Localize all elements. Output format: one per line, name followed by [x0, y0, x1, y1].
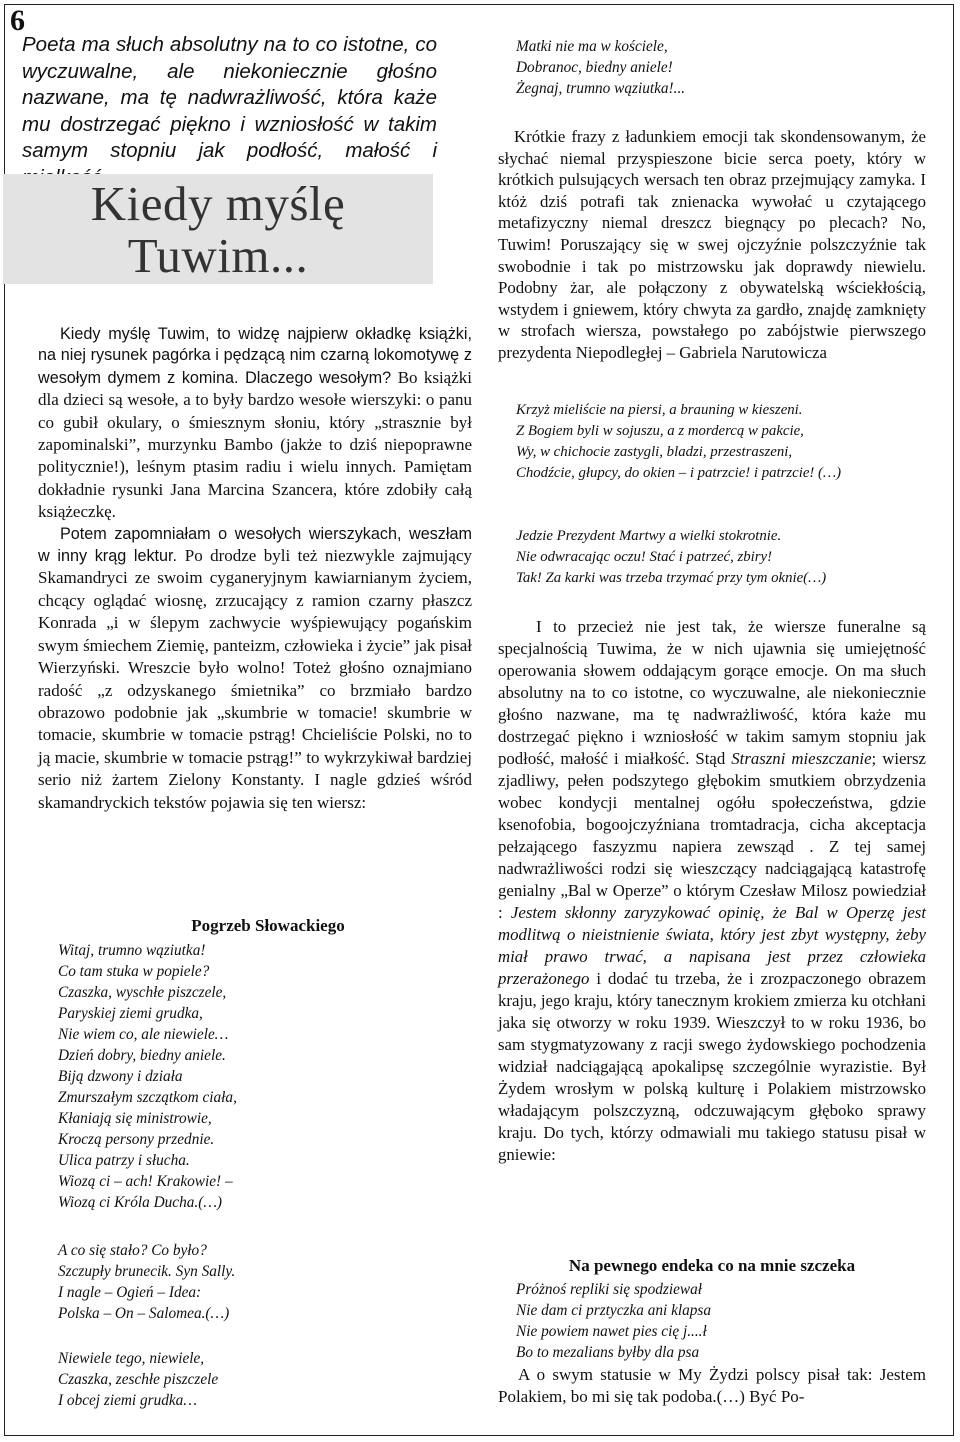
lead-paragraph: Poeta ma słuch absolutny na to co istotne, co wyczuwalne, ale niekoniecznie głośno nazwane, ma tę nadwrażliwość, która każe mu dostrzegać piękno i wzniosłość w takim samym stopniu jak podłość, małość i — [22, 33, 437, 162]
poem-line: Czaszka, wyschłe piszczele, — [58, 984, 227, 1001]
right-paragraph-2a: I to przecież nie jest tak, że wiersze funeralne są specjalnością Tuwima, że w nich ujawnia się umiejętność operowania słowem oddającym gorące emocje. On ma słuch absolutny na to co istotne, co wyczuwalne, ale niekoniecznie głośno nazwane, ma tę nadwrażliwość, która każe mu dostrzegać piękno i wzniosłość w takim samym stopniu jak podłość, małość i miałkość. Stąd — [498, 617, 926, 768]
left-poem-stanza-1 — [58, 940, 458, 1213]
poem-line: Nie dam ci prztyczka ani klapsa — [516, 1302, 712, 1319]
poem-line: I obcej ziemi grudka… — [58, 1392, 197, 1409]
poem-line: Matki nie ma w kościele, — [516, 38, 668, 55]
article-title-line2: Tuwim... — [127, 228, 309, 283]
poem-line: Szczupły brunecik. Syn Sally. — [58, 1263, 236, 1280]
poem-line: Wiozą ci – ach! Krakowie! – — [58, 1173, 233, 1190]
right-paragraph-3: A o swym statusie w My Żydzi polscy pisał tak: Jestem Polakiem, bo mi się tak podoba.(…) Być Po- — [498, 1365, 926, 1406]
poem-line: Dzień dobry, biedny aniele. — [58, 1047, 226, 1064]
right-poem-stanza-0 — [516, 36, 916, 99]
left-paragraph-1c: Pamiętam dokładnie rysunki Jana Marcina Szancera, które zdobiły całą książeczkę. — [38, 457, 472, 522]
left-paragraph-1a: Kiedy myślę Tuwim, to widzę najpierw okładkę książki, na niej rysunek pagórka i pędzącą nim czarną lokomotywę z wesołym dymem z komina. Dlaczego wesołym? — [38, 325, 472, 387]
right-paragraph-2 — [498, 616, 926, 1166]
poem-line: Niewiele tego, niewiele, — [58, 1350, 205, 1367]
poem-line: Zmurszałym szczątkom ciała, — [58, 1089, 237, 1106]
left-poem-stanza-3 — [58, 1348, 458, 1411]
right-paragraph-2b: ; wiersz zjadliwy, pełen podszytego głębokim smutkiem obrzydzenia wobec kondycji mentalnej ogółu społeczeństwa, gdzie ksenofobia, bogoojczyźniana tromtadracja, cicha akceptacja pełzającego faszyzmu napiera zewsząd . Z tej samej nadwrażliwości rodzi się wieszczący nadciągającą katastrofę genialny „Bal w Operze” o którym Czesław Milosz powiedział : — [498, 749, 927, 922]
page-number: 6 — [10, 4, 25, 37]
poem-line: Chodźcie, głupcy, do okien – i patrzcie! i patrzcie! (…) — [516, 465, 842, 481]
poem-line: I nagle – Ogień – Idea: — [58, 1284, 202, 1301]
left-paragraph-1 — [38, 324, 472, 524]
left-paragraph-2b: Po drodze byli też niezwykle zajmujący Skamandryci ze swoim cyganeryjnym kawiarnianym życiem, chcący oglądać wiosnę, zrzucający z ramion czarny płaszcz Konrada „i w ślepym zachwycie wyśpiewujący pogańskim swym śmiechem Ziemię, panteizm, człowieka i życie” jak pisał Wierzyński. Wreszcie było wolno! Toteż głośno oznajmiano radość „z odzyskanego śmietnika” co brzmiało bardzo obrazowo podobnie jak „skumbrie w tomacie! skumbrie w tomacie, skumbrie w tomacie pstrąg! Chcieliście Polski, no to ją macie, skumbrie w tomacie pstrąg!” to wykrzykiwał bardziej serio niż żartem Zielony Konstanty. I nagle gdzieś wśród skamandryckich tekstów pojawia się ten wiersz: — [38, 546, 472, 812]
poem-line: Z Bogiem byli w sojuszu, a z mordercą w pakcie, — [516, 423, 804, 439]
left-poem-title: Pogrzeb Słowackiego — [191, 916, 345, 935]
right-poem-stanza-3 — [516, 1279, 916, 1363]
poem-line: A co się stało? Co było? — [58, 1242, 207, 1259]
poem-line: Kroczą persony przednie. — [58, 1131, 215, 1148]
right-poem-title: Na pewnego endeka co na mnie szczeka — [568, 1256, 856, 1275]
poem-line: Wiozą ci Króla Ducha.(…) — [58, 1194, 223, 1211]
left-body — [38, 324, 472, 814]
poem-line: Czaszka, zeschłe piszczele — [58, 1371, 219, 1388]
right-poem-stanza-1 — [516, 400, 926, 484]
article-title-line1: Kiedy myślę — [90, 176, 346, 231]
poem-line: Ulica patrzy i słucha. — [58, 1152, 190, 1169]
poem-line: Nie wiem co, ale niewiele… — [58, 1026, 229, 1043]
article-title-box — [3, 174, 433, 284]
poem-line: Nie powiem nawet pies cię j....ł — [516, 1323, 707, 1340]
right-paragraph-2-italic-quote: Jestem skłonny zaryzykować opinię, że Bal w Operzę jest modlitwą o nieistnienie świata, który jest zbyt występny, żeby miał prawo trwać, a napisana jest przez człowieka przerażonego — [498, 903, 926, 988]
poem-line: Tak! Za karki was trzeba trzymać przy tym oknie(…) — [516, 570, 827, 586]
left-paragraph-2 — [38, 524, 472, 814]
poem-line: Wy, w chichocie zastygli, bladzi, przestraszeni, — [516, 444, 793, 460]
right-poem-stanza-2 — [516, 526, 926, 589]
left-paragraph-1b: Bo książki dla dzieci są wesołe, a to były bardzo wesołe wierszyki: o panu co gubił okulary, o śmiesznym słoniu, który „strasznie był zapominalski”, murzynku Bambo (jakże to dziś niepoprawne politycznie!), leśnym ptasim radiu i wielu innych. — [38, 367, 473, 477]
poem-line: Biją dzwony i działa — [58, 1068, 183, 1085]
right-paragraph-1: Krótkie frazy z ładunkiem emocji tak skondensowanym, że słychać niemal przyspieszone bicie serca poety, który w krótkich pulsujących wersach ten obraz przejmujący zamyka. I któż dziś potrafi tak znienacka wywołać u czytającego metafizyczny niemal dreszcz biegnący po plecach? No, Tuwim! Poruszający się w swej ojczyźnie polszczyźnie tak swobodnie i tak po mistrzowsku jak doprawdy niewielu. Podobny żar, ale połączony z obywatelską wściekłością, wstydem i gniewem, który chwyta za gardło, znajdę zamknięty w strofach wiersza, powstałego po zabójstwie pierwszego prezydenta Niepodległej – Gabriela Narutowicza — [498, 127, 926, 362]
right-paragraph-2c: i dodać tu trzeba, że i zrozpaczonego obrazem kraju, jego kraju, który tanecznym krokiem zmierza ku otchłani jaka się otworzy w roku 1939. Wieszczył to w roku 1936, bo sam stygmatyzowany z racji swego żydowskiego pochodzenia widział nadciągającą apokalipsę szczególnie wyrazistie. Był Żydem wrosłym w polską kulturę i Polakiem mistrzowsko władającym polszczyzną, odczuwającym głęboko sprawy kraju. Do tych, którzy odmawiali mu takiego statusu pisał w gniewie: — [498, 969, 926, 1164]
poem-line: Dobranoc, biedny aniele! — [516, 59, 673, 76]
poem-line: Witaj, trumno wąziutka! — [58, 942, 206, 959]
poem-line: Próżnoś repliki się spodziewał — [516, 1281, 702, 1298]
right-paragraph-2-italic-title: Straszni mieszczanie — [731, 749, 872, 768]
poem-line: Bo to mezalians byłby dla psa — [516, 1344, 700, 1361]
left-paragraph-2a: Potem zapomniałam o wesołych wierszykach, weszłam w inny krąg lektur. — [38, 524, 472, 566]
poem-line: Polska – On – Salomea.(…) — [58, 1305, 230, 1322]
poem-line: Żegnaj, trumno wąziutka!... — [516, 80, 686, 97]
poem-line: Nie odwracając oczu! Stać i patrzeć, zbiry! — [516, 549, 773, 565]
left-poem-stanza-2 — [58, 1240, 458, 1324]
poem-line: Jedzie Prezydent Martwy a wielki stokrotnie. — [516, 528, 782, 544]
poem-line: Co tam stuka w popiele? — [58, 963, 210, 980]
poem-line: Krzyż mieliście na piersi, a brauning w kieszeni. — [516, 402, 803, 418]
poem-line: Kłaniają się ministrowie, — [58, 1110, 212, 1127]
poem-line: Paryskiej ziemi grudka, — [58, 1005, 203, 1022]
